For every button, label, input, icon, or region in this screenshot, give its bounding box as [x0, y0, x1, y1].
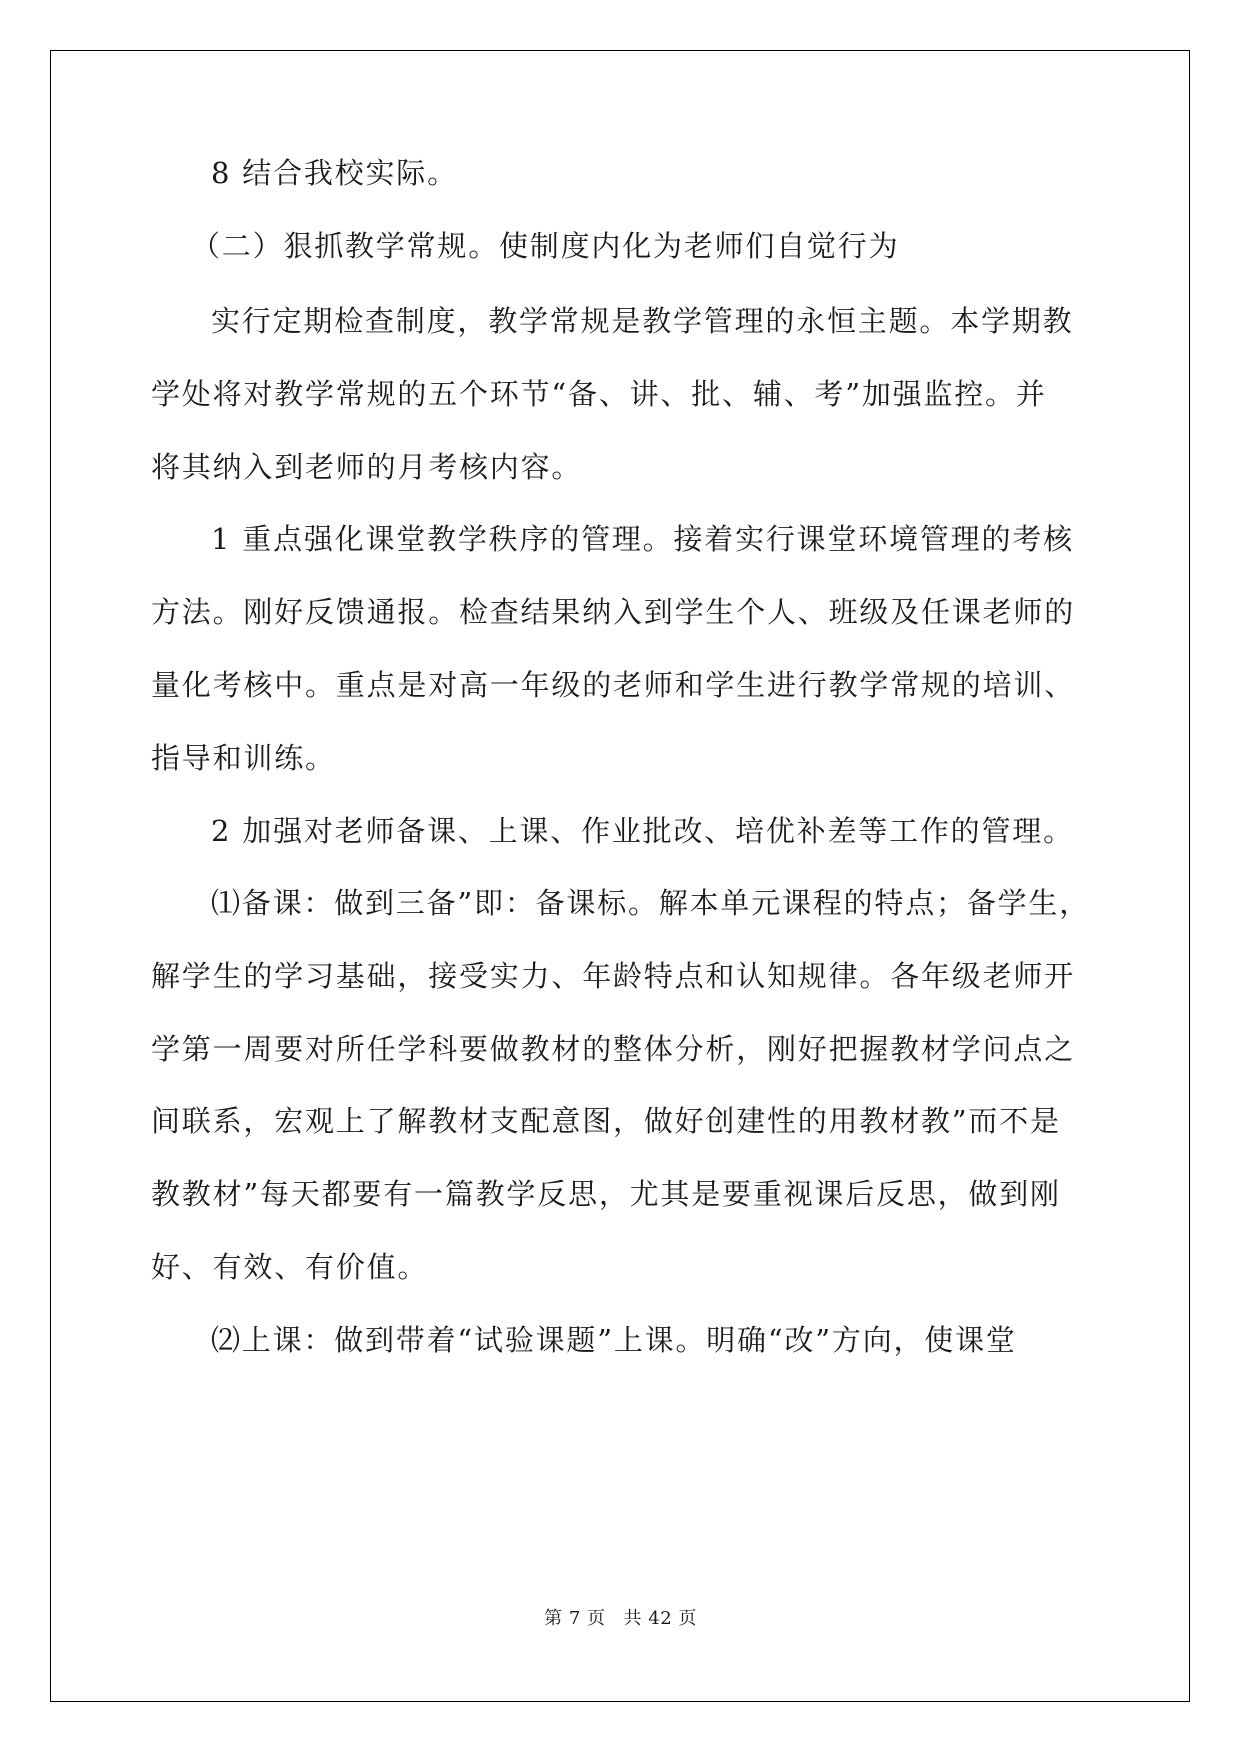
- paragraph-line: 好、有效、有价值。: [151, 1250, 429, 1284]
- paragraph-line: 2 加强对老师备课、上课、作业批改、培优补差等工作的管理。: [211, 814, 1074, 848]
- paragraph-line: 1 重点强化课堂教学秩序的管理。接着实行课堂环境管理的考核: [211, 522, 1074, 556]
- page-total: 共 42 页: [623, 1608, 697, 1629]
- paragraph-line: 学处将对教学常规的五个环节“备、讲、批、辅、考”加强监控。并: [151, 377, 1047, 411]
- paragraph-line: 量化考核中。重点是对高一年级的老师和学生进行教学常规的培训、: [151, 668, 1076, 702]
- paragraph-line: 教教材”每天都要有一篇教学反思，尤其是要重视课后反思，做到刚: [151, 1177, 1061, 1211]
- paragraph-line: 解学生的学习基础，接受实力、年龄特点和认知规律。各年级老师开: [151, 959, 1076, 993]
- paragraph-line: 指导和训练。: [151, 741, 336, 775]
- paragraph-line: 方法。刚好反馈通报。检查结果纳入到学生个人、班级及任课老师的: [151, 595, 1076, 629]
- paragraph-line: 学第一周要对所任学科要做教材的整体分析，刚好把握教材学问点之: [151, 1032, 1076, 1066]
- page-border: [50, 50, 1190, 1702]
- paragraph-line: 间联系，宏观上了解教材支配意图，做好创建性的用教材教”而不是: [151, 1104, 1061, 1138]
- page-number: 第 7 页: [544, 1608, 606, 1629]
- section-heading: （二）狠抓教学常规。使制度内化为老师们自觉行为: [191, 229, 900, 263]
- paragraph-line: 实行定期检查制度，教学常规是教学管理的永恒主题。本学期教: [211, 304, 1074, 338]
- paragraph-line: 8 结合我校实际。: [211, 156, 458, 190]
- paragraph-line: ⑴备课：做到三备”即：备课标。解本单元课程的特点；备学生，: [211, 886, 1091, 920]
- page-footer: [0, 1604, 1241, 1630]
- paragraph-line: ⑵上课：做到带着“试验课题”上课。明确“改”方向，使课堂: [211, 1323, 1017, 1357]
- paragraph-line: 将其纳入到老师的月考核内容。: [151, 450, 583, 484]
